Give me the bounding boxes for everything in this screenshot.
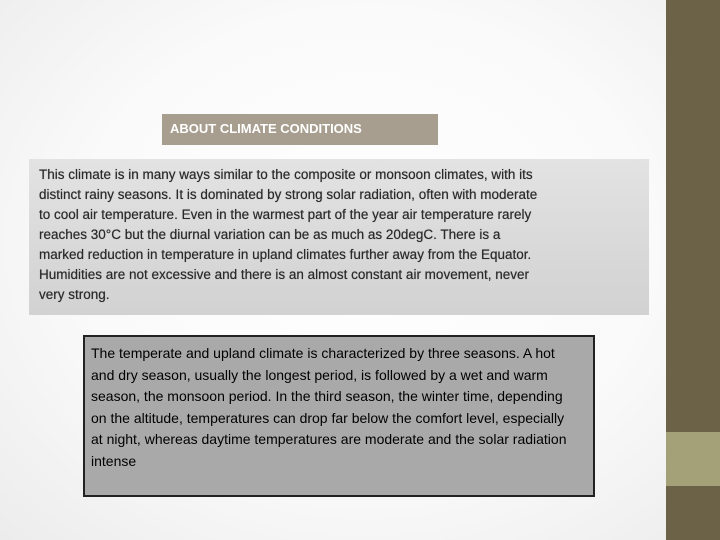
- side-decoration-accent: [666, 432, 720, 486]
- scanned-text-line: This climate is in many ways similar to the composite or monsoon climates, with its: [39, 167, 533, 182]
- scanned-text-image: [29, 159, 649, 315]
- scanned-text-line: to cool air temperature. Even in the warmest part of the year air temperature rarely: [39, 207, 532, 222]
- scanned-text-line: Humidities are not excessive and there is an almost constant air movement, never: [39, 267, 529, 282]
- scanned-text-line: marked reduction in temperature in upland climates further away from the Equator.: [39, 247, 532, 262]
- scanned-text-line: very strong.: [39, 287, 110, 302]
- climate-description: The temperate and upland climate is characterized by three seasons. A hot and dry season, usually the longest period, is followed by a wet and warm season, the monsoon period. In the third season, the winter time, depending on the altitude, temperatures can drop far below the comfort level, especially at night, whereas daytime temperatures are moderate and the solar radiation intense: [83, 335, 595, 497]
- scanned-text-line: distinct rainy seasons. It is dominated by strong solar radiation, often with moderate: [39, 187, 538, 202]
- section-heading: ABOUT CLIMATE CONDITIONS: [162, 114, 438, 145]
- scanned-text-line: reaches 30°C but the diurnal variation can be as much as 20degC. There is a: [39, 227, 501, 242]
